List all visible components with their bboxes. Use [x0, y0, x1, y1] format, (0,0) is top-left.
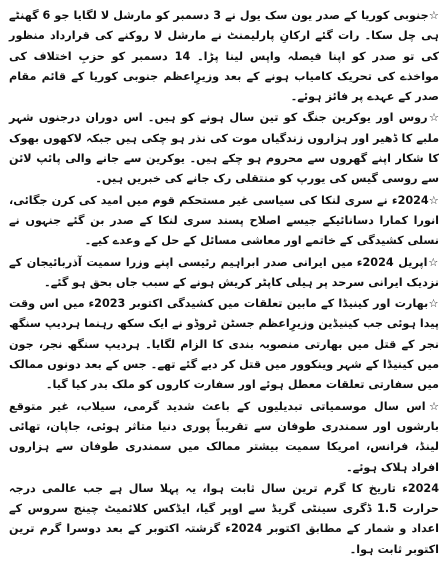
paragraph-sri-lanka: ☆2024ء نے سری لنکا کی سیاسی غیر مستحکم قوم میں امید کی کرن جگائی، انورا کمارا دسانائیکے جیسے اصلاح پسند سری لنکا کے صدر بن گئے جنہوں نے نسلی کشیدگی کے خاتمے اور معاشی مسائل کے حل کے وعدے کیے۔ [9, 193, 439, 248]
paragraph-russia-ukraine-war: ☆روس اور یوکرین جنگ کو تین سال ہونے کو ہیں۔ اس دوران درجنوں شہر ملبے کا ڈھیر اور ہزاروں زندگیاں موت کی نذر ہو چکی ہیں جبکہ لاکھوں بھوک کا شکار اپنے گھروں سے محروم ہو چکے ہیں۔ یوکرین سے جانے والی پائپ لائن سے روسی گیس کی یورپ کو منتقلی رک جانے کی خبریں ہیں۔ [9, 111, 439, 186]
paragraph-hottest-year: 2024ء تاریخ کا گرم ترین سال ثابت ہوا، یہ پہلا سال ہے جب عالمی درجہ حرارت 1.5 ڈگری سینٹی گریڈ سے اوپر گیا، ایڈکس کلائمیٹ چینج سروس کے اعداد و شمار کے مطابق اکتوبر 2024ء گزشتہ اکتوبر کے بعد دوسرا گرم ترین اکتوبر ثابت ہوا۔ [9, 481, 440, 556]
paragraph-iran-president: ☆اپریل 2024ء میں ایرانی صدر ابراہیم رئیسی اپنے وزرا سمیت آذربائیجان کے نزدیک ایرانی سرحد پر ہیلی کاپٹر کریش ہونے کے سبب جاں بحق ہو گئے۔ [9, 255, 440, 289]
paragraph-india-canada: ☆بھارت اور کینیڈا کے مابین تعلقات میں کشیدگی اکتوبر 2023ء میں اس وقت پیدا ہوئی جب کینیڈین وزیرِاعظم جسٹن ٹروڈو نے ایک سکھ رہنما ہردیپ سنگھ نجر کے قتل میں بھارتی منصوبہ بندی کا الزام لگایا۔ ہردیپ سنگھ نجر، جون میں کینیڈا کے شہر وینکوور میں قتل کر دیے گئے تھے۔ جس کے بعد دونوں ممالک میں سفارتی تعلقات معطل ہوئے اور سفارت کاروں کو ملک بدر کیا گیا۔ [9, 297, 439, 392]
paragraph-south-korea-martial-law: ☆جنوبی کوریا کے صدر یون سک یول نے 3 دسمبر کو مارشل لا لگایا جو 6 گھنٹے ہی چل سکا۔ رات گئے ارکانِ پارلیمنٹ نے مارشل لا روکنے کی قرارداد منظور کی تو صدر کو اپنا فیصلہ واپس لینا پڑا۔ 14 دسمبر کو حزبِ اختلاف کی مواخذے کی تحریک کامیاب ہونے کے بعد وزیرِاعظم جنوبی کوریا کے قائم مقام صدر کے عہدے پر فائز ہوئے۔ [9, 9, 440, 104]
paragraph-climate-change: ☆اس سال موسمیاتی تبدیلیوں کے باعث شدید گرمی، سیلاب، غیر متوقع بارشوں اور سمندری طوفان سے تقریباً پوری دنیا متاثر ہوئی، جاپان، تھائی لینڈ، فرانس، امریکا سمیت بیشتر ممالک میں سمندری طوفان سے ہزاروں افراد ہلاک ہوئے۔ [9, 399, 439, 474]
